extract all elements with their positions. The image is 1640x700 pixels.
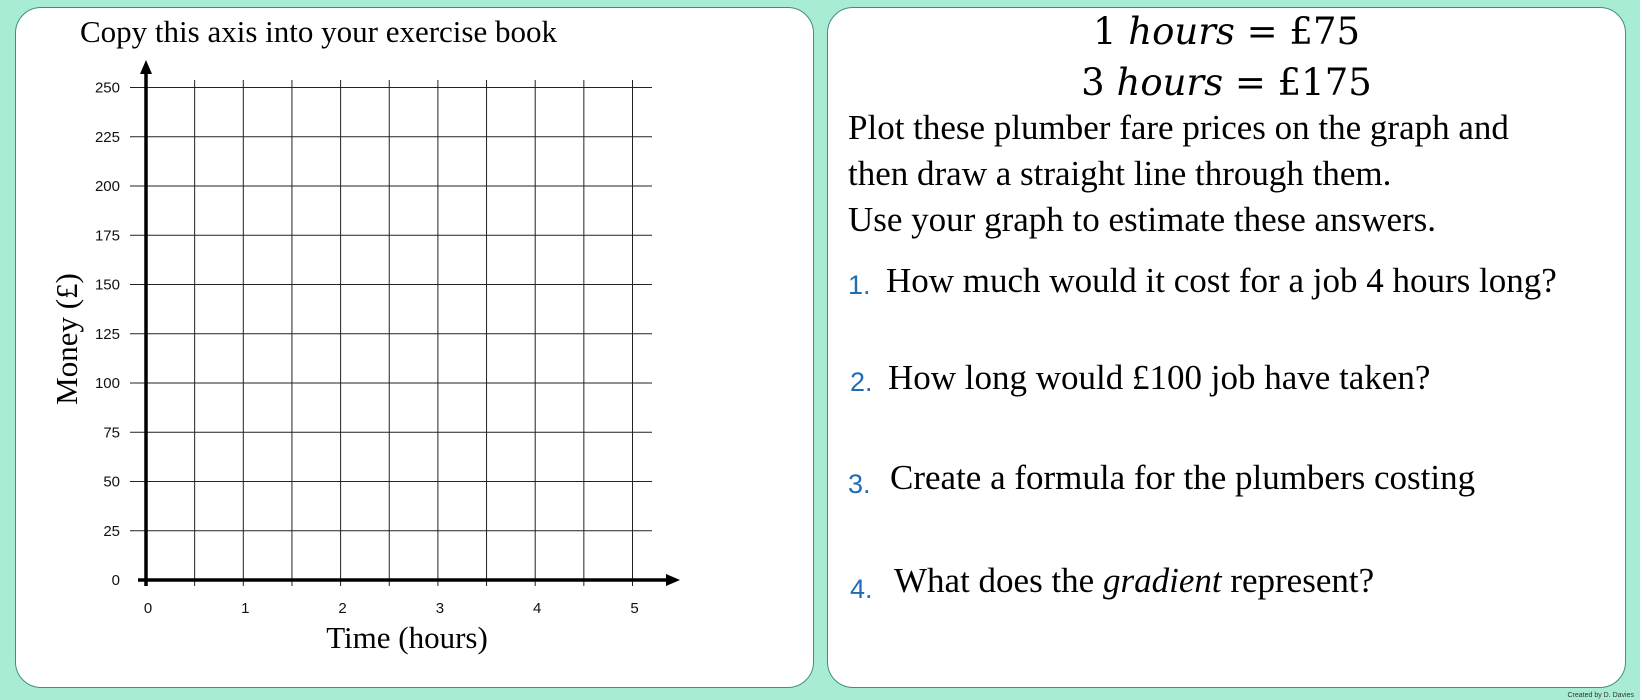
instruction-line: then draw a straight line through them.: [848, 154, 1392, 193]
question-number: 2.: [850, 367, 873, 397]
y-tick-label: 50: [103, 473, 120, 491]
equation-hours-unit: hours: [1128, 10, 1235, 53]
x-tick-label: 0: [143, 600, 153, 617]
y-axis-arrow: [140, 60, 152, 74]
x-tick-label: 4: [533, 600, 542, 617]
y-tick-label: 225: [94, 128, 120, 146]
question-text-part: What does the: [894, 561, 1103, 600]
price-equation-1: [828, 10, 1625, 53]
question-text: Create a formula for the plumbers costing: [890, 458, 1476, 497]
x-tick-label: 5: [630, 600, 639, 617]
axes: [138, 60, 680, 586]
equation-price: = £175: [1234, 61, 1372, 104]
y-tick-label: 125: [94, 325, 120, 343]
instruction-line: Use your graph to estimate these answers.: [848, 200, 1437, 239]
question-text: [894, 561, 1374, 601]
question-number: 1.: [848, 270, 871, 300]
question-number: 3.: [848, 469, 871, 499]
x-tick-label: 2: [338, 600, 347, 617]
grid-lines: [130, 80, 652, 586]
y-tick-label: 100: [94, 375, 120, 392]
x-tick-labels: [144, 600, 639, 617]
y-tick-label: 150: [94, 276, 120, 294]
y-tick-label: 175: [94, 227, 120, 245]
y-tick-label: 75: [103, 424, 120, 442]
blank-axes-chart: [16, 8, 813, 687]
equation-hours-value: 1: [1092, 10, 1117, 53]
y-axis-title: Money (£): [49, 273, 84, 405]
questions-panel: [827, 7, 1626, 688]
y-tick-labels: [95, 80, 120, 590]
axis-panel: [15, 7, 814, 688]
price-equation-2: [828, 61, 1625, 104]
question-text: How much would it cost for a job 4 hours long?: [886, 261, 1557, 300]
x-tick-label: 3: [435, 600, 445, 617]
x-axis-arrow: [666, 574, 680, 586]
equation-price: = £75: [1246, 10, 1361, 53]
y-tick-label: 200: [94, 178, 120, 195]
copy-instruction: Copy this axis into your exercise book: [80, 14, 557, 49]
equation-hours-value: 3: [1081, 61, 1105, 104]
equation-hours-unit: hours: [1116, 61, 1224, 104]
credit-text: Created by D. Davies: [1567, 692, 1634, 699]
y-tick-label: 25: [103, 522, 120, 540]
gradient-term: gradient: [1102, 561, 1222, 600]
x-axis-title: Time (hours): [326, 620, 488, 655]
x-tick-label: 1: [241, 600, 250, 617]
question-text: How long would £100 job have taken?: [888, 358, 1431, 397]
instruction-line: Plot these plumber fare prices on the graph and: [848, 108, 1509, 147]
y-tick-label: 0: [111, 572, 120, 589]
y-tick-label: 250: [94, 79, 120, 97]
question-text-part: represent?: [1221, 561, 1375, 600]
question-number: 4.: [850, 574, 873, 604]
